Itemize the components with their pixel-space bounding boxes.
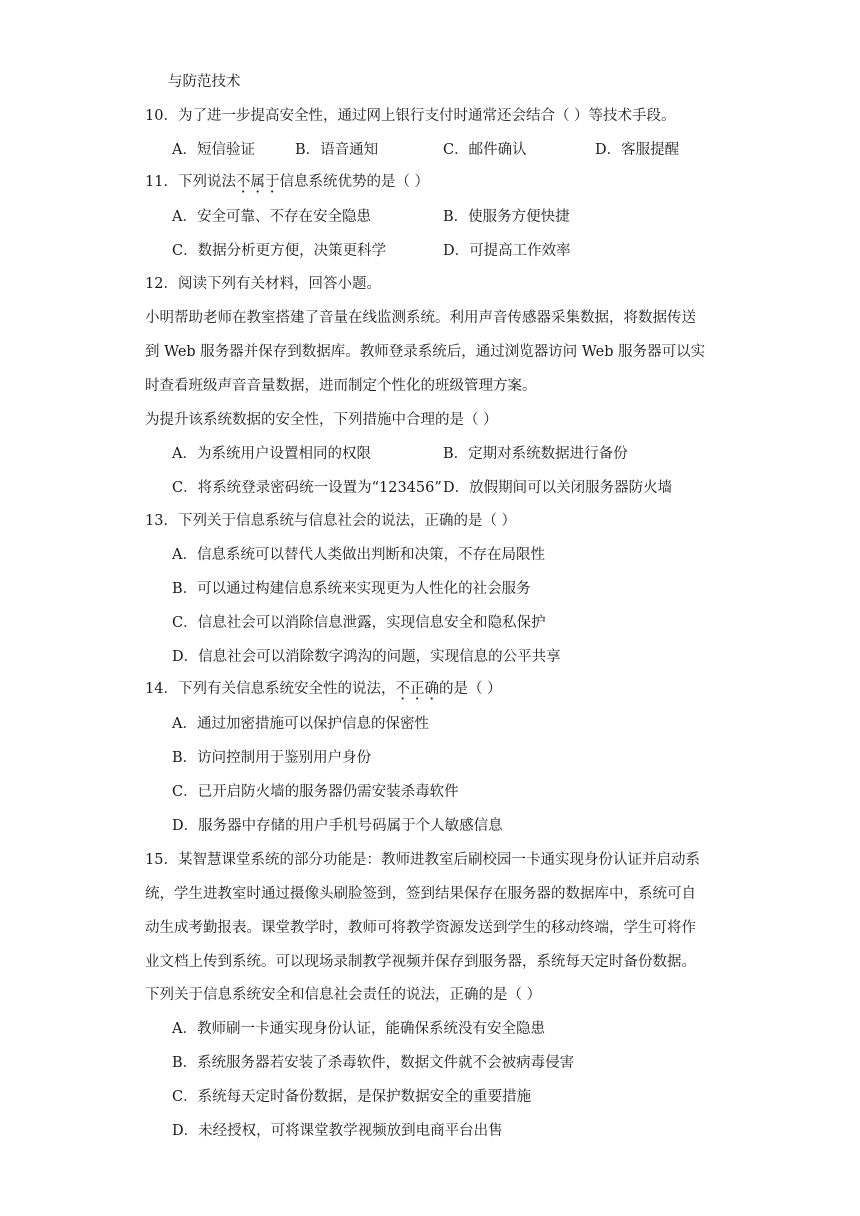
q12-option-a: A．为系统用户设置相同的权限 (172, 446, 371, 462)
q12-material-line-3: 时查看班级声音音量数据，进而制定个性化的班级管理方案。 (145, 378, 537, 394)
q14-option-a: A．通过加密措施可以保护信息的保密性 (172, 716, 429, 732)
question-12: 12．阅读下列有关材料，回答小题。 (145, 276, 381, 292)
q12-option-d: D．放假期间可以关闭服务器防火墙 (443, 480, 673, 496)
q11-stem-start: 11．下列说法 (145, 174, 236, 190)
q10-option-a: A．短信验证 (172, 142, 255, 158)
q12-stem: 为提升该系统数据的安全性，下列措施中合理的是（ ） (145, 412, 498, 428)
q15-option-c: C．系统每天定时备份数据，是保护数据安全的重要措施 (172, 1089, 532, 1105)
q15-line-3: 动生成考勤报表。课堂教学时，教师可将教学资源发送到学生的移动终端，学生可将作 (145, 920, 696, 936)
q15-option-a: A．教师刷一卡通实现身份认证，能确保系统没有安全隐患 (172, 1021, 545, 1037)
q11-option-c: C．数据分析更方便，决策更科学 (172, 243, 387, 259)
q15-option-b: B．系统服务器若安装了杀毒软件，数据文件就不会被病毒侵害 (172, 1055, 575, 1071)
emphasis-char: 正 (409, 681, 425, 697)
q12-material-line-1: 小明帮助老师在教室搭建了音量在线监测系统。利用声音传感器采集数据，将数据传送 (145, 310, 696, 326)
question-14 (145, 679, 502, 699)
q15-line-2: 统，学生进教室时通过摄像头刷脸签到，签到结果保存在服务器的数据库中，系统可自 (145, 886, 696, 902)
q15-stem: 下列关于信息系统安全和信息社会责任的说法，正确的是（ ） (145, 987, 542, 1003)
q11-stem-end: 信息系统优势的是（ ） (279, 174, 430, 190)
q14-option-b: B．访问控制用于鉴别用户身份 (172, 750, 372, 766)
continued-text: 与防范技术 (168, 74, 241, 90)
emphasis-char: 确 (424, 681, 439, 697)
question-10: 10．为了进一步提高安全性，通过网上银行支付时通常还会结合（ ）等技术手段。 (145, 108, 676, 124)
q14-option-c: C．已开启防火墙的服务器仍需安装杀毒软件 (172, 784, 459, 800)
q11-option-d: D．可提高工作效率 (443, 243, 571, 259)
q14-stem-start: 14．下列有关信息系统安全性的说法， (145, 681, 396, 697)
question-13: 13．下列关于信息系统与信息社会的说法，正确的是（ ） (145, 513, 517, 529)
q12-material-line-2: 到 Web 服务器并保存到数据库。教师登录系统后，通过浏览器访问 Web 服务器可以实 (145, 344, 706, 360)
q14-stem-end: 的是（ ） (438, 681, 502, 697)
q15-line-4: 业文档上传到系统。可以现场录制教学视频并保存到服务器，系统每天定时备份数据。 (145, 954, 696, 970)
emphasis-char: 属 (250, 174, 265, 190)
emphasis-char: 于 (264, 174, 280, 190)
q10-option-c: C．邮件确认 (443, 142, 527, 158)
q13-option-a: A．信息系统可以替代人类做出判断和决策，不存在局限性 (172, 547, 545, 563)
q12-option-c: C．将系统登录密码统一设置为“123456” (172, 480, 442, 496)
q11-option-a: A．安全可靠、不存在安全隐患 (172, 209, 371, 225)
q13-option-c: C．信息社会可以消除信息泄露，实现信息安全和隐私保护 (172, 615, 546, 631)
emphasis-char: 不 (235, 174, 251, 190)
q10-option-d: D．客服提醒 (595, 142, 680, 158)
q15-option-d: D．未经授权，可将课堂教学视频放到电商平台出售 (172, 1123, 503, 1139)
q11-option-b: B．使服务方便快捷 (443, 209, 570, 225)
emphasis-char: 不 (395, 681, 410, 697)
q12-option-b: B．定期对系统数据进行备份 (443, 446, 628, 462)
q15-line-1: 15．某智慧课堂系统的部分功能是：教师进教室后刷校园一卡通实现身份认证并启动系 (145, 852, 700, 868)
q13-option-b: B．可以通过构建信息系统来实现更为人性化的社会服务 (172, 581, 531, 597)
question-11 (145, 172, 429, 192)
q14-option-d: D．服务器中存储的用户手机号码属于个人敏感信息 (172, 818, 503, 834)
q10-option-b: B．语音通知 (295, 142, 379, 158)
q13-option-d: D．信息社会可以消除数字鸿沟的问题，实现信息的公平共享 (172, 649, 561, 665)
